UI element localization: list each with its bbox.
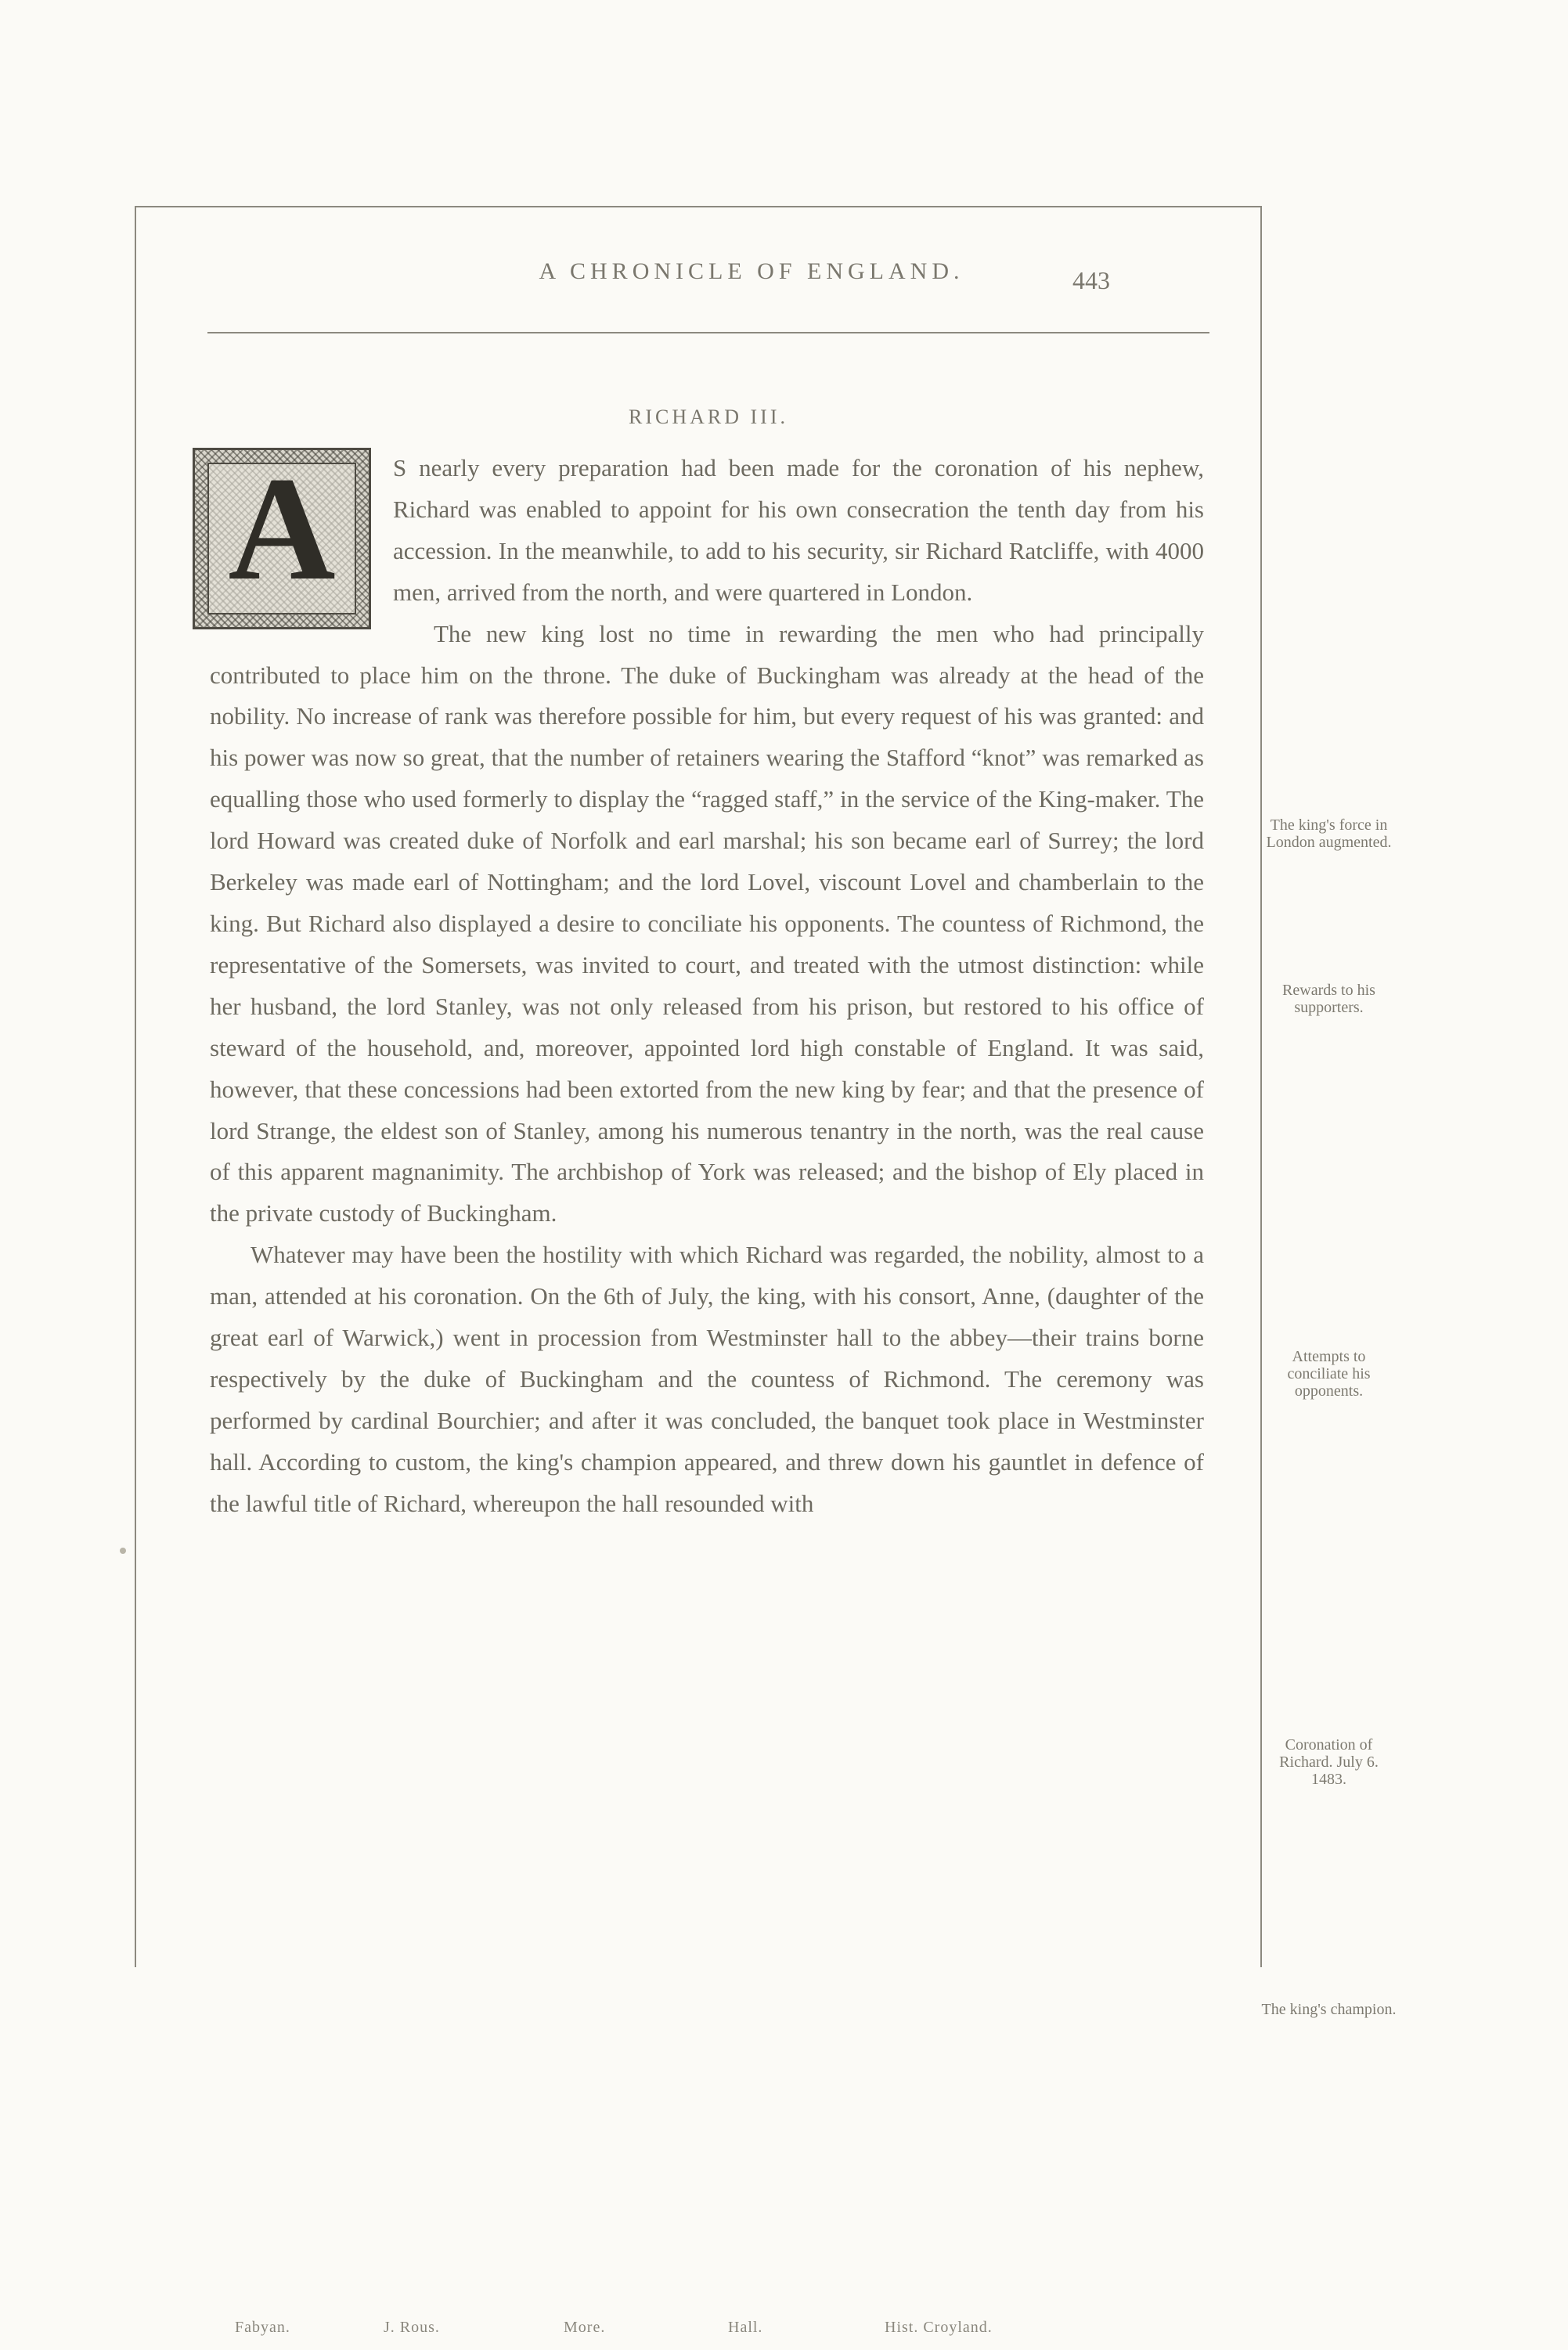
footer-ref: Hist. Croyland. — [885, 2319, 993, 2336]
paper-speck — [120, 1548, 126, 1554]
drop-cap-letter: A — [228, 447, 336, 611]
page-frame-left — [135, 206, 136, 1967]
paragraph-1: S nearly every preparation had been made for the coronation of his nephew, Richard was enabled to appoint for his own consecration the tenth day from his accession. In the meanwhile, to add to his security, sir Richard Ratcliffe, with 4000 men, arrived from the north, and were quartered in London. — [393, 454, 1204, 606]
sidenote-conciliate: Attempts to conciliate his opponents. — [1287, 1348, 1371, 1400]
footer-ref: More. — [564, 2319, 606, 2336]
page-frame-top — [135, 206, 1262, 207]
footer-ref: Hall. — [728, 2319, 763, 2336]
page-header — [204, 258, 1213, 297]
sidenote-kings-force: The king's force in London augmented. — [1266, 816, 1392, 851]
page-number: 443 — [1072, 266, 1110, 294]
page-frame-right — [1260, 206, 1262, 1967]
sidenote-coronation: Coronation of Richard. July 6. 1483. — [1279, 1736, 1379, 1788]
footer-ref: Fabyan. — [235, 2319, 290, 2336]
header-rule — [207, 332, 1209, 333]
sidenote-champion: The king's champion. — [1261, 2001, 1397, 2018]
chapter-heading: RICHARD III. — [629, 405, 788, 428]
footer-references — [235, 2319, 1174, 2350]
paragraph-3: Whatever may have been the hostility with which Richard was regarded, the nobility, almost to a man, attended at his coronation. On the 6th of July, the king, with his consort, Anne, (daughter of the great earl of Warwick,) went in procession from Westminster hall to the abbey—their trains borne respectively by the duke of Buckingham and the countess of Richmond. The ceremony was performed by cardinal Bourchier; and after it was concluded, the banquet took place in Westminster hall. According to custom, the king's champion appeared, and threw down his gauntlet in defence of the lawful title of Richard, whereupon the hall resounded with — [210, 1241, 1204, 1517]
footer-ref: J. Rous. — [384, 2319, 440, 2336]
sidenote-rewards: Rewards to his supporters. — [1282, 982, 1375, 1016]
ornamental-drop-cap — [193, 448, 371, 629]
running-title: A CHRONICLE OF ENGLAND. — [539, 258, 964, 284]
paragraph-2: The new king lost no time in rewarding the men who had principally contributed to place him on the throne. The duke of Buckingham was already at the head of the nobility. No increase of rank was therefore possible for him, but every request of his was granted: and his power was now so great, that the number of retainers wearing the Stafford “knot” was remarked as equalling those who used formerly to display the “ragged staff,” in the service of the King-maker. The lord Howard was created duke of Norfolk and earl marshal; his son became earl of Surrey; the lord Berkeley was made earl of Nottingham; and the lord Lovel, viscount Lovel and chamberlain to the king. But Richard also displayed a desire to conciliate his opponents. The countess of Richmond, the representative of the Somersets, was invited to court, and treated with the utmost distinction: while her husband, the lord Stanley, was not only released from his prison, but restored to his office of steward of the household, and, moreover, appointed lord high constable of England. It was said, however, that these concessions had been extorted from the new king by fear; and that the presence of lord Strange, the eldest son of Stanley, among his numerous tenantry in the north, was the real cause of this apparent magnanimity. The archbishop of York was released; and the bishop of Ely placed in the private custody of Buckingham. — [210, 619, 1204, 1227]
